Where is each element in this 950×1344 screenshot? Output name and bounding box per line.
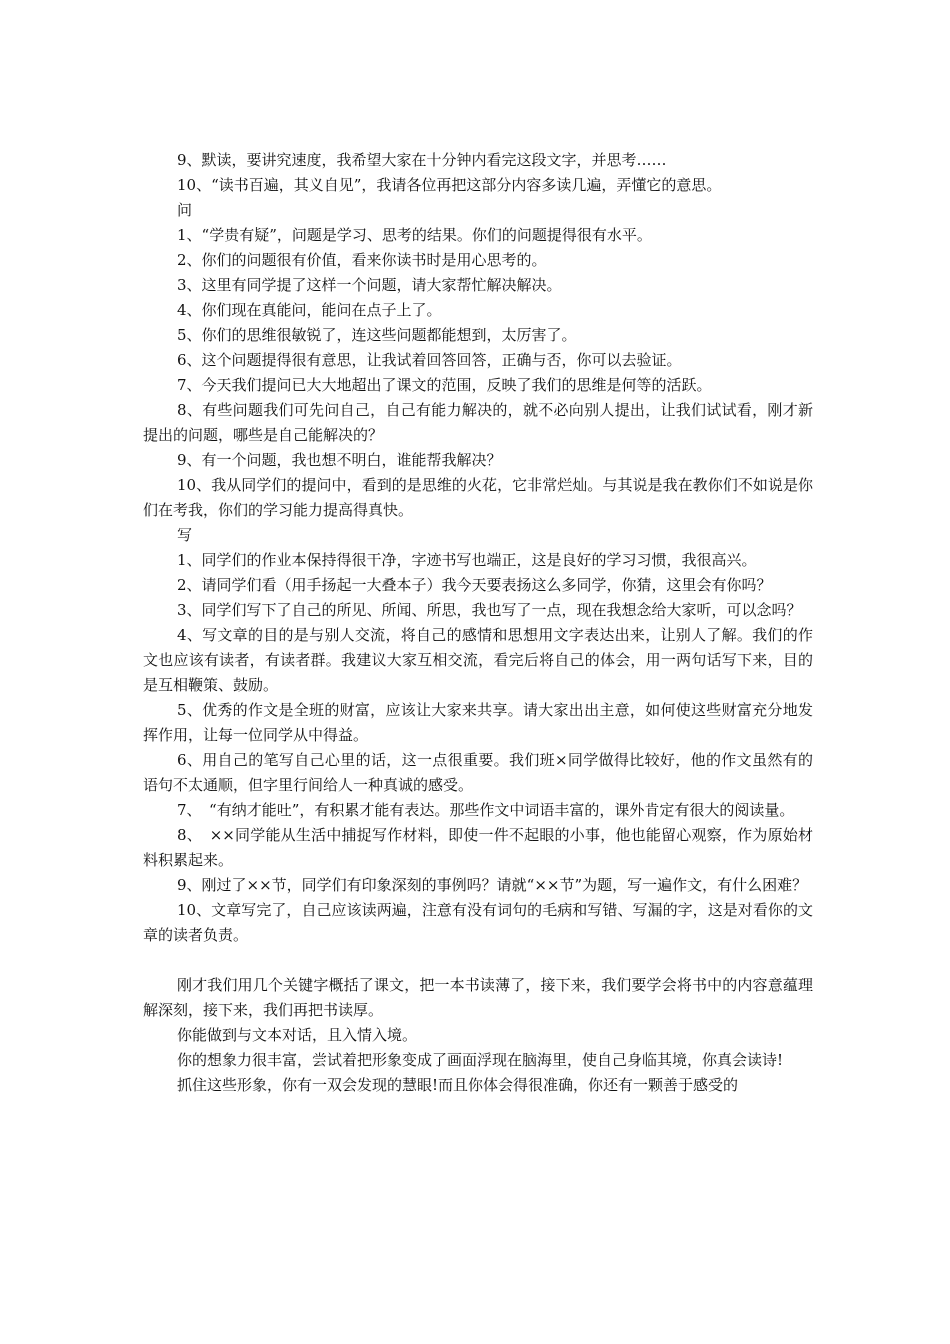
- paragraph: 1、同学们的作业本保持得很干净，字迹书写也端正，这是良好的学习习惯，我很高兴。: [177, 551, 757, 569]
- paragraph: 刚才我们用几个关键字概括了课文，把一本书读薄了，接下来，我们要学会将书中的内容意蕴理解深刻，接下来，我们再把书读厚。: [143, 976, 813, 1019]
- paragraph: 7、 “有纳才能吐”，有积累才能有表达。那些作文中词语丰富的，课外肯定有很大的阅读量。: [177, 801, 795, 819]
- paragraph: 5、你们的思维很敏锐了，连这些问题都能想到，太厉害了。: [177, 326, 577, 344]
- paragraph: 2、你们的问题很有价值，看来你读书时是用心思考的。: [177, 251, 547, 269]
- paragraph: 10、我从同学们的提问中，看到的是思维的火花，它非常烂灿。与其说是我在教你们不如说是你们在考我，你们的学习能力提高得真快。: [143, 476, 813, 519]
- paragraph: 7、今天我们提问已大大地超出了课文的范围，反映了我们的思维是何等的活跃。: [177, 376, 712, 394]
- paragraph: 9、刚过了××节，同学们有印象深刻的事例吗？请就“××节”为题，写一遍作文，有什么困难？: [177, 876, 808, 894]
- paragraph: 9、默读，要讲究速度，我希望大家在十分钟内看完这段文字，并思考……: [177, 151, 667, 169]
- paragraph: 3、同学们写下了自己的所见、所闻、所思，我也写了一点，现在我想念给大家听，可以念吗？: [177, 601, 802, 619]
- paragraph: 4、写文章的目的是与别人交流，将自己的感情和思想用文字表达出来，让别人了解。我们的作文也应该有读者，有读者群。我建议大家互相交流，看完后将自己的体会，用一两句话写下来，目的是互相鞭策、鼓励。: [143, 626, 813, 694]
- paragraph: 你的想象力很丰富，尝试着把形象变成了画面浮现在脑海里，使自己身临其境，你真会读诗!: [177, 1051, 784, 1069]
- paragraph: 5、优秀的作文是全班的财富，应该让大家来共享。请大家出出主意，如何使这些财富充分地发挥作用，让每一位同学从中得益。: [143, 701, 813, 744]
- paragraph: 10、文章写完了，自己应该读两遍，注意有没有词句的毛病和写错、写漏的字，这是对看你的文章的读者负责。: [143, 901, 813, 944]
- paragraph: 2、请同学们看（用手扬起一大叠本子）我今天要表扬这么多同学，你猜，这里会有你吗？: [177, 576, 772, 594]
- paragraph: 6、用自己的笔写自己心里的话，这一点很重要。我们班×同学做得比较好，他的作文虽然有的语句不太通顺，但字里行间给人一种真诚的感受。: [143, 751, 813, 794]
- paragraph: 10、“读书百遍，其义自见”，我请各位再把这部分内容多读几遍，弄懂它的意思。: [177, 176, 722, 194]
- section-heading: 写: [177, 526, 193, 544]
- paragraph: 你能做到与文本对话，且入情入境。: [177, 1026, 418, 1044]
- paragraph: 抓住这些形象，你有一双会发现的慧眼!而且你体会得很准确，你还有一颗善于感受的: [177, 1076, 739, 1094]
- blank-line: [143, 948, 813, 973]
- paragraph: 1、“学贵有疑”，问题是学习、思考的结果。你们的问题提得很有水平。: [177, 226, 652, 244]
- paragraph: 6、这个问题提得很有意思，让我试着回答回答，正确与否，你可以去验证。: [177, 351, 682, 369]
- paragraph: 9、有一个问题，我也想不明白，谁能帮我解决？: [177, 451, 502, 469]
- section-heading: 问: [177, 201, 193, 219]
- document-page: [143, 148, 813, 1098]
- paragraph: 8、 ××同学能从生活中捕捉写作材料，即使一件不起眼的小事，他也能留心观察，作为原始材料积累起来。: [143, 826, 813, 869]
- paragraph: 3、这里有同学提了这样一个问题，请大家帮忙解决解决。: [177, 276, 562, 294]
- paragraph: 4、你们现在真能问，能问在点子上了。: [177, 301, 442, 319]
- paragraph: 8、有些问题我们可先问自己，自己有能力解决的，就不必向别人提出，让我们试试看，刚才新提出的问题，哪些是自己能解决的？: [143, 401, 813, 444]
